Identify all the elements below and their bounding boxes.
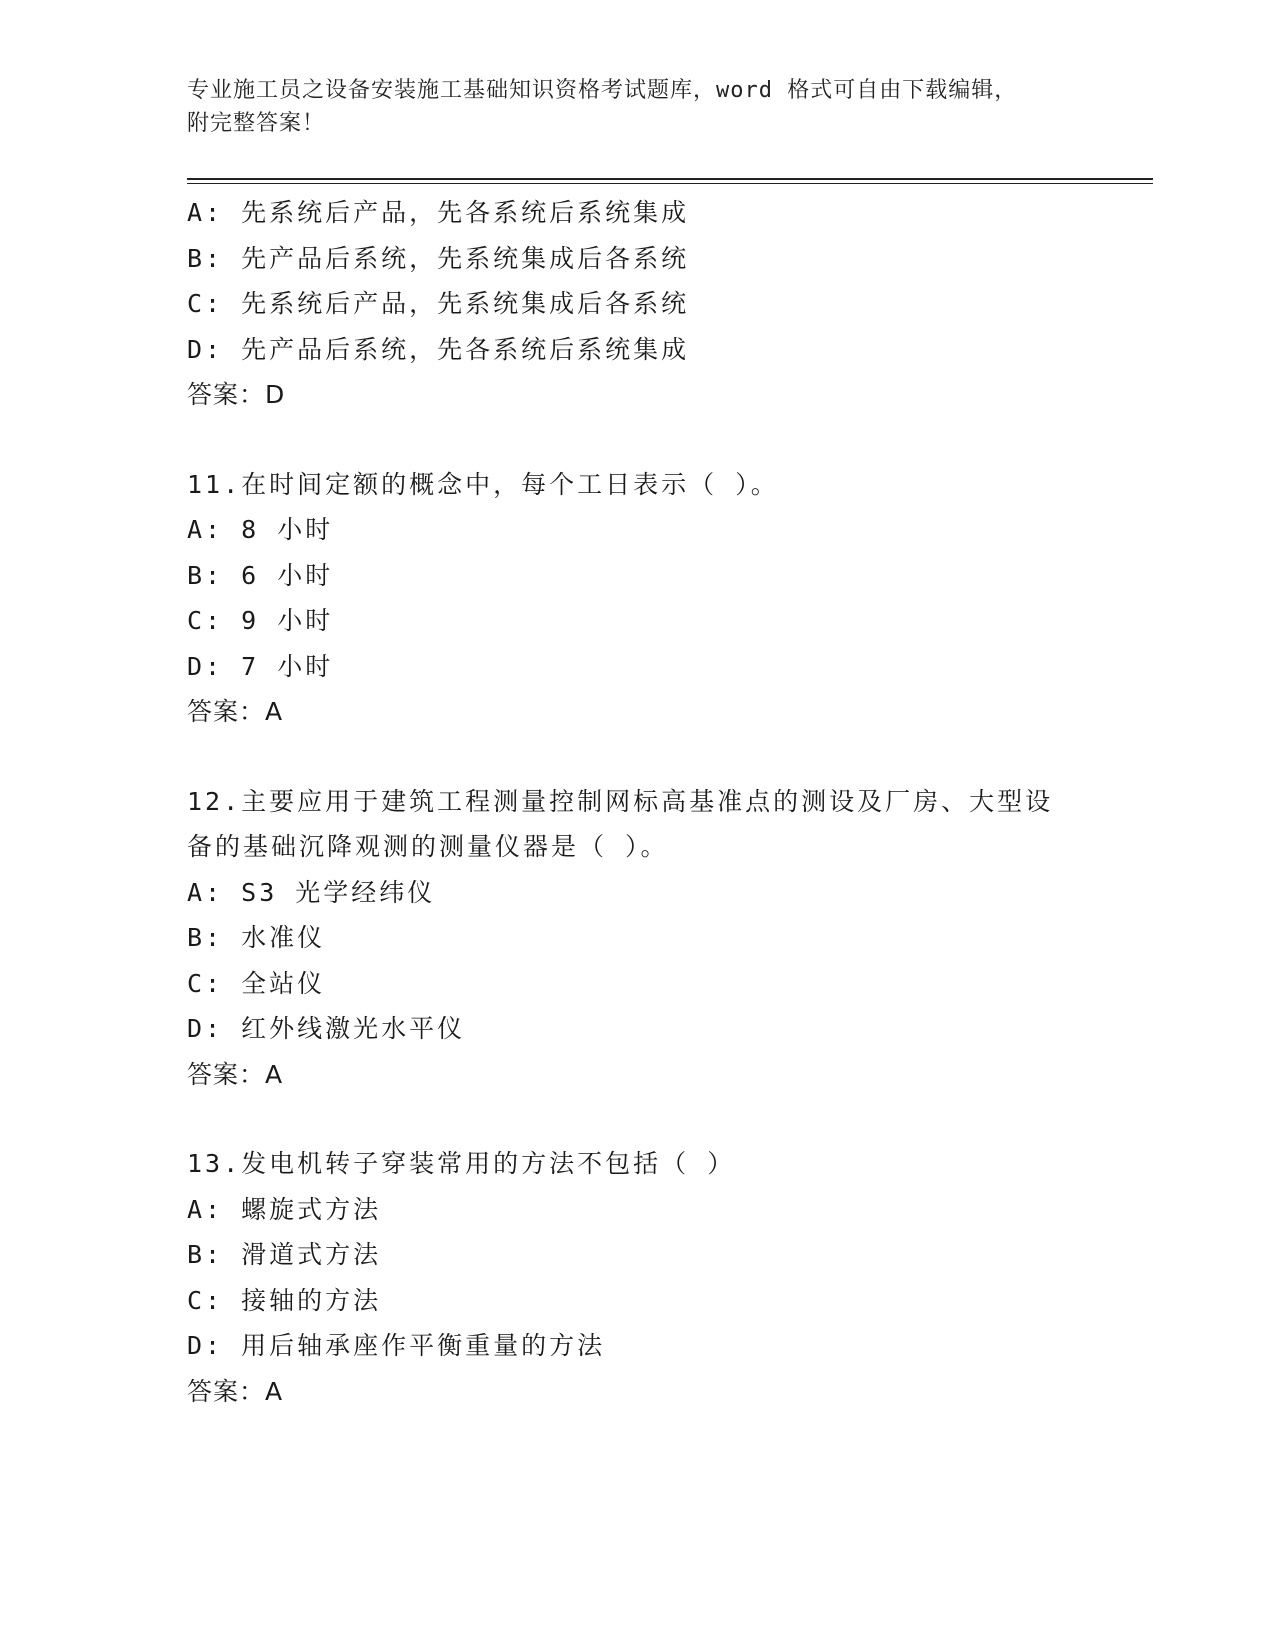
- question-title: 11.在时间定额的概念中，每个工日表示（ ）。: [187, 469, 779, 499]
- option-a: A: 螺旋式方法: [187, 1194, 382, 1224]
- option-c: C: 接轴的方法: [187, 1285, 382, 1315]
- option-b: B: 6 小时: [187, 560, 334, 590]
- header-line-2: 附完整答案！: [187, 111, 326, 136]
- option-d: D: 用后轴承座作平衡重量的方法: [187, 1331, 606, 1360]
- answer: 答案：D: [187, 380, 286, 409]
- question-title-line-1: 12.主要应用于建筑工程测量控制网标高基准点的测设及厂房、大型设: [187, 786, 1054, 816]
- question-13: [187, 1141, 1087, 1414]
- option-a: A: 先系统后产品，先各系统后系统集成: [187, 198, 690, 227]
- document-header: [187, 74, 1087, 140]
- question-title: 13.发电机转子穿装常用的方法不包括（ ）: [187, 1149, 736, 1178]
- option-c: C: 全站仪: [187, 968, 326, 998]
- option-c: C: 先系统后产品，先系统集成后各系统: [187, 289, 690, 318]
- header-divider-thin: [187, 183, 1153, 184]
- question-10: [187, 190, 1087, 418]
- question-12: [187, 779, 1087, 1098]
- question-11: [187, 462, 1087, 735]
- header-line-1: 专业施工员之设备安装施工基础知识资格考试题库，word 格式可自由下载编辑，: [187, 78, 1018, 103]
- question-list: [187, 190, 1087, 1414]
- option-d: D: 7 小时: [187, 651, 334, 681]
- option-a: A: S3 光学经纬仪: [187, 877, 436, 907]
- option-c: C: 9 小时: [187, 606, 334, 635]
- option-b: B: 滑道式方法: [187, 1240, 382, 1269]
- option-b: B: 水准仪: [187, 923, 326, 952]
- answer: 答案：A: [187, 1059, 284, 1089]
- option-d: D: 红外线激光水平仪: [187, 1014, 466, 1043]
- option-d: D: 先产品后系统，先各系统后系统集成: [187, 334, 690, 364]
- question-title-line-2: 备的基础沉降观测的测量仪器是（ ）。: [187, 832, 669, 861]
- option-b: B: 先产品后系统，先系统集成后各系统: [187, 243, 690, 273]
- header-divider-thick: [187, 178, 1153, 180]
- answer: 答案：A: [187, 1376, 284, 1406]
- answer: 答案：A: [187, 697, 284, 726]
- option-a: A: 8 小时: [187, 515, 334, 544]
